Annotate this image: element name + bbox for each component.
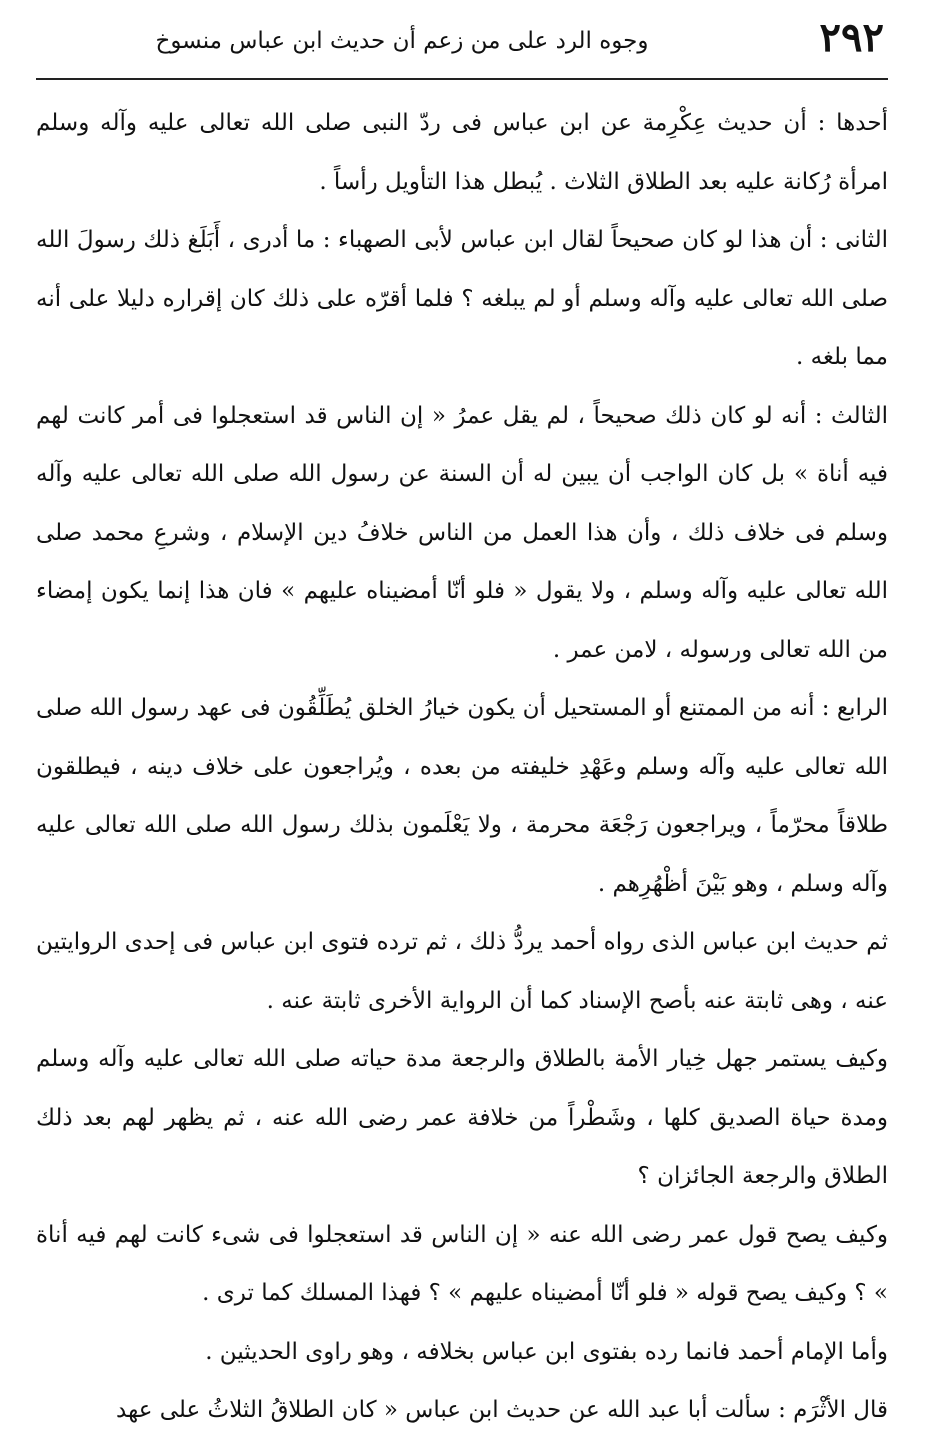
page-number: ٢٩٢ bbox=[819, 14, 884, 61]
paragraph-first: أحدها : أن حديث عِكْرِمة عن ابن عباس فى ردّ النبى صلى الله تعالى عليه وآله وسلم امرأة رُكانة عليه بعد الطلاق الثلاث . يُبطل هذا التأويل رأساً . bbox=[36, 110, 888, 195]
paragraph-how-ignorance: وكيف يستمر جهل خِيار الأمة بالطلاق والرجعة مدة حياته صلى الله تعالى عليه وآله وسلم ومدة حياة الصديق كلها ، وشَطْراً من خلافة عمر رضى الله عنه ، ثم يظهر لهم بعد ذلك الطلاق والرجعة الجائزان ؟ bbox=[36, 1046, 888, 1189]
page-header bbox=[36, 0, 888, 80]
paragraph-imam-ahmad: وأما الإمام أحمد فانما رده بفتوى ابن عباس بخلافه ، وهو راوى الحديثين . bbox=[205, 1338, 888, 1365]
paragraph-second: الثانى : أن هذا لو كان صحيحاً لقال ابن عباس لأبى الصهباء : ما أدرى ، أَبَلَغ ذلك رسولَ الله صلى الله تعالى عليه وآله وسلم أو لم يبلغه ؟ فلما أقرّه على ذلك كان إقراره دليلا على أنه مما بلغه . bbox=[36, 227, 888, 370]
running-title: وجوه الرد على من زعم أن حديث ابن عباس منسوخ bbox=[155, 28, 649, 54]
body-text bbox=[36, 94, 888, 1440]
paragraph-third: الثالث : أنه لو كان ذلك صحيحاً ، لم يقل عمرُ « إن الناس قد استعجلوا فى أمر كانت لهم فيه أناة » بل كان الواجب أن يبين له أن السنة عن رسول الله صلى الله تعالى عليه وآله وسلم فى خلاف ذلك ، وأن هذا العمل من الناس خلافُ دين الإسلام ، وشرعِ محمد صلى الله تعالى عليه وآله وسلم ، ولا يقول « فلو أنّا أمضيناه عليهم » فان هذا إنما يكون إمضاء من الله تعالى ورسوله ، لامن عمر . bbox=[36, 402, 888, 663]
paragraph-athram: قال الأثْرَم : سألت أبا عبد الله عن حديث ابن عباس « كان الطلاقُ الثلاثُ على عهد bbox=[116, 1397, 888, 1423]
paragraph-ibn-abbas-hadith: ثم حديث ابن عباس الذى رواه أحمد يردُّ ذلك ، ثم ترده فتوى ابن عباس فى إحدى الروايتين عنه ، وهى ثابتة عنه بأصح الإسناد كما أن الرواية الأخرى ثابتة عنه . bbox=[36, 929, 888, 1014]
paragraph-umar-saying: وكيف يصح قول عمر رضى الله عنه « إن الناس قد استعجلوا فى شىء كانت لهم فيه أناة » ؟ وكيف يصح قوله « فلو أنّا أمضيناه عليهم » ؟ فهذا المسلك كما ترى . bbox=[36, 1221, 888, 1306]
paragraph-fourth: الرابع : أنه من الممتنع أو المستحيل أن يكون خيارُ الخلق يُطَلِّقُون فى عهد رسول الله صلى الله تعالى عليه وآله وسلم وعَهْدِ خليفته من بعده ، ويُراجعون على خلاف دينه ، فيطلقون طلاقاً محرّماً ، ويراجعون رَجْعَة محرمة ، ولا يَعْلَمون بذلك رسول الله صلى الله تعالى عليه وآله وسلم ، وهو بَيْنَ أظْهُرِهم . bbox=[36, 695, 888, 897]
